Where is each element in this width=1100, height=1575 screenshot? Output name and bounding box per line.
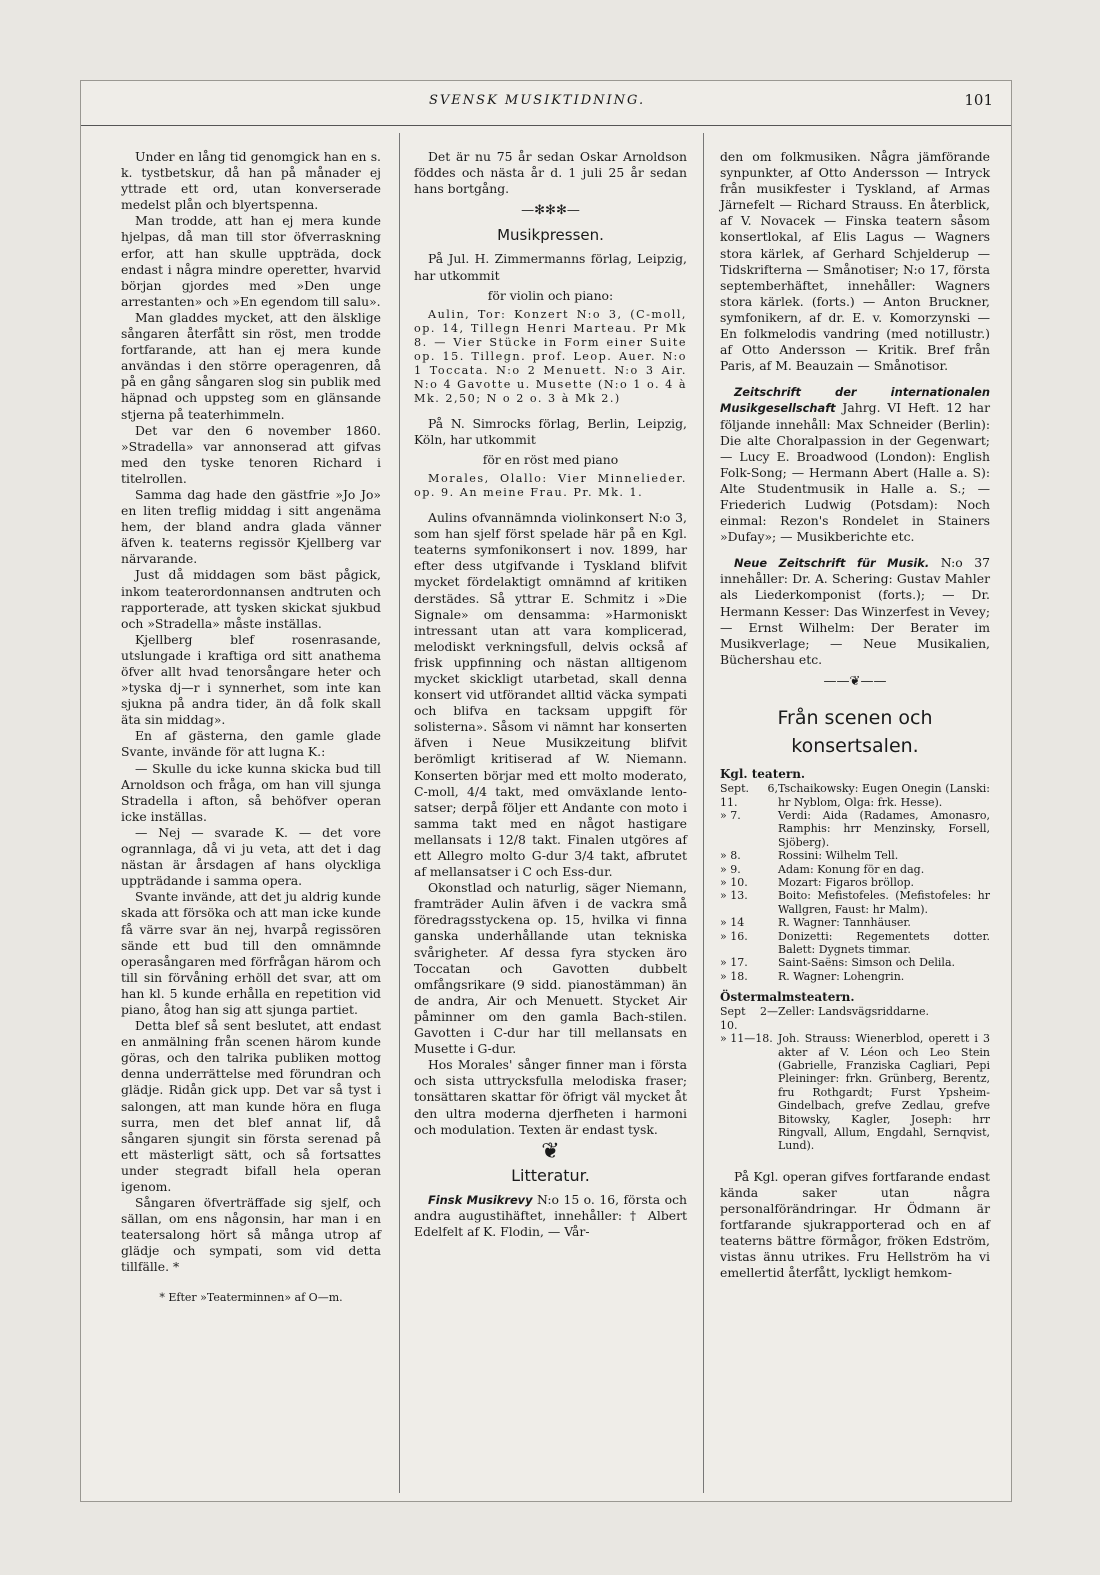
performance-title: R. Wagner: Lohengrin. [778, 969, 905, 983]
column-left [121, 149, 381, 1306]
article-paragraph: — Skulle du icke kunna skicka bud till Arnoldson och fråga, om han vill sjunga Stradella i afton, så behöfver operan icke inställas. [121, 760, 381, 824]
performance-title: Rossini: Wilhelm Tell. [778, 849, 899, 863]
publisher-note: På N. Simrocks förlag, Berlin, Leipzig, Köln, har utkommit [414, 415, 687, 447]
performance-entry [720, 863, 990, 876]
performance-title: Verdi: Aida (Radames, Amonasro, Ramphis: hrr Menzinsky, Forsell, Sjöberg). [778, 808, 990, 849]
closing-paragraph: På Kgl. operan gifves fortfarande endast kända saker utan några personalförändringar. Hr Ödmann är fortfarande sjukrapporterad och en af teaterns bättre förmågor, fröken Edström, vistas ännu utrikes. Fru Hellström ha vi emellertid återfått, lyckligt hemkom- [720, 1168, 990, 1281]
performance-title: Tschaikowsky: Eugen Onegin (Lanski: hr Nyblom, Olga: frk. Hesse). [778, 782, 990, 809]
listing-aulin: Aulin, Tor: Konzert N:o 3, (C-moll, op. 14, Tillegn Henri Marteau. Pr Mk 8. — Vier Stücke in Form einer Suite op. 15. Tillegn. prof. Leop. Auer. N:o 1 Toccata. N:o 2 Menuett. N:o 3 Air. N:o 4 Gavotte u. Musette (N:o 1 o. 4 à Mk. 2,50; N o 2 o. 3 à Mk 2.) [414, 307, 687, 405]
performance-title: R. Wagner: Tannhäuser. [778, 916, 911, 930]
article-paragraph: Sångaren öfverträffade sig sjelf, och sällan, om ens någonsin, har man i en teatersalong hört så många utrop af glädje och sympati, som vid detta tillfälle. * [121, 1195, 381, 1275]
ornament-flourish: ❦ [541, 1138, 560, 1164]
journal-contents-continued: den om folkmusiken. Några jämförande synpunkter, af Otto Andersson — Intryck från musikfester i Tyskland, af Armas Järnefelt — Richard Strauss. En återblick, af V. Novacek — Finska teatern såsom konsertlokal, af Elis Lagus — Wagners stora kärlek, af Gerhard Schjelderup — Tidskrifterna — Smånotiser; N:o 17, första septemberhäftet, innehåller: Wagners stora kärlek. (forts.) — Anton Bruckner, symfonikern, af dr. E. v. Komorzynski — En folkmelodis vandring (med notillustr.) af Otto Andersson — Kritik. Bref från Paris, af M. Beauzain — Smånotisor. [720, 149, 990, 374]
performance-date: » 10. [720, 875, 748, 889]
section-title-scenen: Från scenen och konsertsalen. [777, 707, 933, 757]
performance-date: » 9. [720, 862, 741, 876]
performance-entry [720, 876, 990, 889]
review-paragraph: Aulins ofvannämnda violinkonsert N:o 3, som han sjelf först spelade här på en Kgl. teaterns symfonikonsert i nov. 1899, har efter dess utgifvande i Tyskland blifvit mycket fördelaktigt omnämnd af kritiken derstädes. Så yttrar E. Schmitz i »Die Signale» om densamma: »Harmoniskt intressant utan att vara komplicerad, melodiskt verkningsfull, delvis också af frisk uppfinning och nästan alltigenom mycket skickligt utarbetad, skall denna konsert vid utförandet alltid väcka sympati och blifva en tacksam uppgift för solisterna». Såsom vi nämnt har konserten äfven i Neue Musikzeitung blifvit berömligt kritiserad af W. Niemann. Konserten börjar med ett molto moderato, C-moll, 4/4 takt, med omväxlande lento-satser; derpå följer ett Andante con moto i samma takt med en något hastigare mellansats i 12/8 takt. Finalen utgöres af ett Allegro molto G-dur 3/4 takt, afbrutet af mellansatser i C och Ess-dur. [414, 510, 687, 880]
review-paragraph: Okonstlad och naturlig, säger Niemann, framträder Aulin äfven i de vackra små föredragsstyckena op. 15, hvilka vi finna ganska underhållande utan tekniska svårigheter. Af dessa fyra stycken äro Toccatan och Gavotten dubbelt omfångsrikare (9 sidd. pianostämman) än de andra, Air och Menuett. Stycket Air påminner om den gamla Bach-stilen. Gavotten i C-dur har till mellansats en Musette i G-dur. [414, 880, 687, 1057]
ornament-divider: —✻✻✻— [521, 203, 580, 219]
journal-title-zeitschrift: Zeitschrift der internationalen Musikgesellschaft [720, 385, 990, 416]
performance-date: » 18. [720, 969, 748, 983]
performance-entry [720, 1005, 990, 1032]
performance-date: » 8. [720, 849, 741, 863]
section-title-litteratur: Litteratur. [511, 1165, 590, 1185]
article-paragraph: Samma dag hade den gästfrie »Jo Jo» en liten treflig middag i sitt angenäma hem, der bland andra glada vänner äfven k. teaterns regissör Kjellberg var närvarande. [121, 486, 381, 567]
venue-heading-ostermalm: Östermalmsteatern. [720, 990, 855, 1005]
performance-date: » 14 [720, 916, 745, 930]
performance-date: » 7. [720, 808, 741, 822]
performance-date: » 13. [720, 889, 748, 903]
performance-date: Sept. 6, 11. [720, 782, 778, 809]
article-paragraph: Detta blef så sent beslutet, att endast en anmälning från scenen härom kunde göras, och den talrika publiken mottog denna underrättelse med förundran och glädje. Ridån gick upp. Det var så tyst i salongen, att man kunde höra en fluga surra, men det blef annat lif, då sångaren sjungit sin första serenad på ett mästerligt sätt, och så fortsattes under stegradt bifall hela operan igenom. [121, 1018, 381, 1194]
instrumentation-heading: för violin och piano: [487, 287, 614, 303]
performance-entry [720, 916, 990, 929]
journal-contents: N:o 15 o. 16, första och andra augustihäftet, innehåller: † Albert Edelfelt af K. Flodin, — Vår- [414, 1191, 687, 1240]
running-title: SVENSK MUSIKTIDNING. [429, 93, 646, 108]
article-paragraph: Svante invände, att det ju aldrig kunde skada att försöka och att man icke kunde få värre svar än nej, hvarpå regissören sände ett bud till den omnämnde operasångaren med förfrågan härom och till sin förvåning erhöll det svar, att om han kl. 5 kunde erhålla en repetition vid piano, åtog han sig att sjunga partiet. [121, 889, 381, 1017]
journal-title-neue: Neue Zeitschrift für Musik. [734, 556, 930, 571]
article-paragraph: — Nej — svarade K. — det vore ogrannlaga, då vi ju veta, att det i dag nästan är årsdagen af hans olyckliga uppträdande i samma opera. [121, 824, 381, 889]
performance-entry [720, 889, 990, 916]
section-title-musikpressen: Musikpressen. [497, 226, 604, 245]
performance-title: Boito: Mefistofeles. (Mefistofeles: hr Wallgren, Faust: hr Malm). [778, 889, 990, 916]
ornament-flourish: ——❦—— [823, 673, 887, 689]
page-header [81, 81, 1011, 126]
article-paragraph: Det var den 6 november 1860. »Stradella» var annonserad att gifvas med den tyske tenoren Richard i titelrollen. [121, 422, 381, 486]
journal-contents: Jahrg. VI Heft. 12 har följande innehåll: Max Schneider (Berlin): Die alte Choralpassion in der Gegenwart; — Lucy E. Broadwood (London): English Folk-Song; — Hermann Abert (Halle a. S): Alte Studentmusik in Halle a. S.; — Friederich Ludwig (Potsdam): Noch einmal: Rezon's Rondelet in Stainers »Dufay»; — Musikberichte etc. [720, 400, 990, 545]
performance-date: » 16. [720, 929, 748, 943]
newspaper-page [80, 80, 1012, 1502]
article-paragraph: En af gästerna, den gamle glade Svante, invände för att lugna K.: [121, 728, 381, 760]
performance-title: Mozart: Figaros bröllop. [778, 875, 915, 889]
anniversary-note: Det är nu 75 år sedan Oskar Arnoldson föddes och nästa år d. 1 juli 25 år sedan hans bortgång. [414, 149, 687, 197]
journal-title-finsk: Finsk Musikrevy [428, 1192, 533, 1207]
column-middle [414, 149, 687, 1240]
performance-entry [720, 849, 990, 862]
article-paragraph: Under en lång tid genomgick han en s. k. tystbetskur, då han på månader ej yttrade ett ord, utan konverserade medelst plån och blyertspenna. [121, 149, 381, 213]
journal-contents: N:o 37 innehåller: Dr. A. Schering: Gustav Mahler als Liederkomponist (forts.); — Dr. Hermann Kesser: Das Winzerfest in Vevey; — Ernst Wilhelm: Der Berater im Musikverlage; — Neue Musikalien, Büchershau etc. [720, 555, 990, 667]
performance-entry [720, 782, 990, 809]
column-right [720, 149, 990, 1281]
performance-title: Joh. Strauss: Wienerblod, operett i 3 akter af V. Léon och Leo Stein (Gabrielle, Franziska Cagliari, Pepi Pleininger: frkn. Grünberg, Berentz, fru Rothgardt; Furst Ypsheim-Gindelbach, grefve Zedlau, grefve Bitowsky, Kagler, Joseph: hrr Ringvall, Allum, Engdahl, Sernqvist, Lund). [778, 1032, 990, 1153]
performance-list-ostermalm [720, 1005, 990, 1152]
performance-title: Saint-Saëns: Simson och Delila. [778, 956, 956, 970]
performance-entry [720, 1032, 990, 1153]
performance-date: » 11—18. [720, 1032, 773, 1046]
performance-entry [720, 956, 990, 969]
venue-heading-kgl: Kgl. teatern. [720, 767, 806, 781]
article-paragraph: Just då middagen som bäst pågick, inkom teaterordonnansen andtruten och rapporterade, att tysken skickat sjukbud och »Stradella» måste inställas. [121, 567, 381, 631]
performance-date: » 17. [720, 956, 748, 970]
performance-title: Adam: Konung för en dag. [778, 862, 925, 876]
performance-list-kgl [720, 782, 990, 983]
performance-title: Zeller: Landsvägsriddarne. [778, 1005, 930, 1019]
performance-entry [720, 809, 990, 849]
page-number: 101 [964, 91, 993, 109]
column-rule-left [399, 133, 400, 1493]
review-paragraph: Hos Morales' sånger finner man i första och sista uttrycksfulla melodiska fraser; tonsättaren skattar för öfrigt väl mycket åt den ultra moderna djerfheten i harmoni och modulation. Texten är endast tysk. [414, 1057, 687, 1137]
instrumentation-heading: för en röst med piano [482, 451, 619, 467]
footnote: * Efter »Teaterminnen» af O—m. [159, 1290, 343, 1304]
performance-date: Sept 2—10. [720, 1005, 778, 1032]
listing-morales: Morales, Olallo: Vier Minnelieder. op. 9. An meine Frau. Pr. Mk. 1. [414, 472, 687, 500]
performance-entry [720, 930, 990, 957]
column-rule-right [703, 133, 704, 1493]
article-paragraph: Man gladdes mycket, att den älsklige sångaren återfått sin röst, men trodde fortfarande, att han ej mera kunde användas i den större operagenren, då på en gång sångaren slog sin publik med häpnad och uppsteg som en glänsande stjerna på teaterhimmeln. [121, 309, 381, 422]
article-paragraph: Man trodde, att han ej mera kunde hjelpas, då man till stor öfverraskning erfor, att han skulle uppträda, dock endast i några mindre operetter, hvarvid början gjordes med »Den unge arrestanten» och »En egendom till salu». [121, 213, 381, 309]
performance-entry [720, 970, 990, 983]
publisher-note: På Jul. H. Zimmermanns förlag, Leipzig, har utkommit [414, 251, 687, 283]
article-paragraph: Kjellberg blef rosenrasande, utslungade i kraftiga ord sitt anathema öfver allt hvad tenorsångare heter och »tyska dj—r i synnerhet, som inte kan sjukna på andra tider, än då folk skall äta sin middag». [121, 631, 381, 728]
performance-title: Donizetti: Regementets dotter. Balett: Dygnets timmar. [778, 929, 990, 956]
